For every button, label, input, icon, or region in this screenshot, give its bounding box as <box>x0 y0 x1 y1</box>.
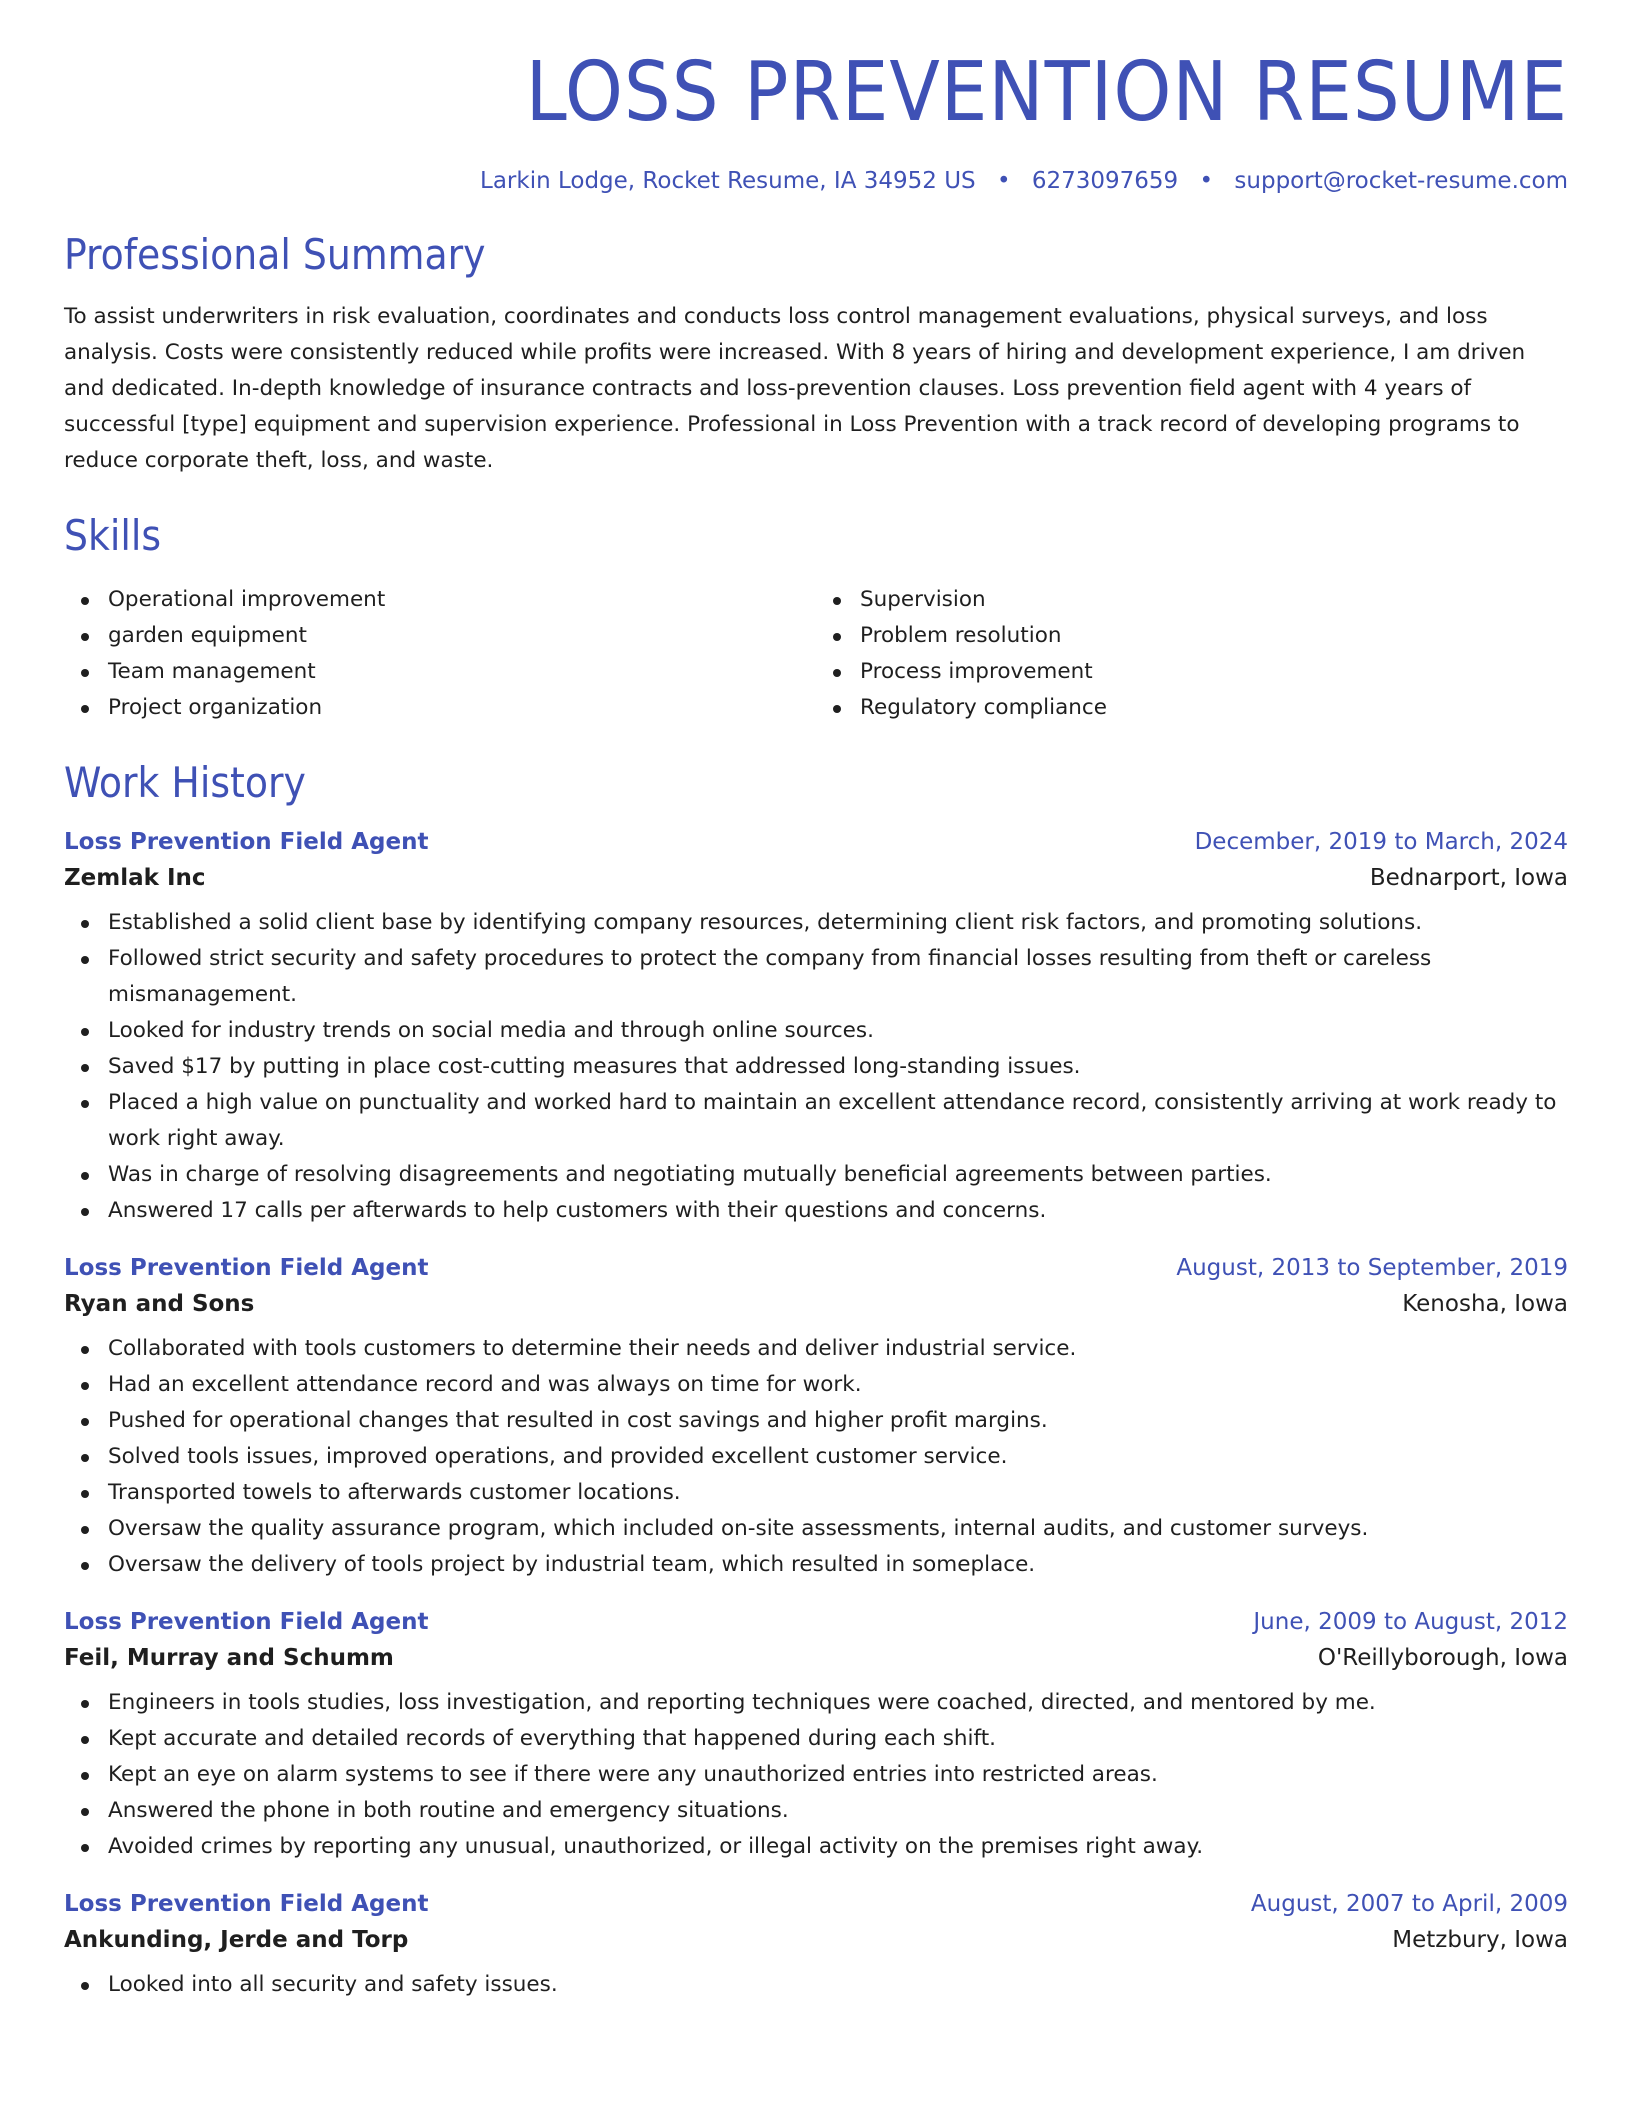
job-bullet: Kept accurate and detailed records of everything that happened during each shift. <box>108 1721 1568 1757</box>
skills-column-right <box>816 582 1568 726</box>
job-dates: December, 2019 to March, 2024 <box>1194 829 1568 855</box>
job-company: Ryan and Sons <box>64 1291 255 1317</box>
job-bullet: Engineers in tools studies, loss investigation, and reporting techniques were coached, directed, and mentored by me. <box>108 1685 1568 1721</box>
job-company: Feil, Murray and Schumm <box>64 1645 394 1671</box>
resume-page <box>64 45 1568 2003</box>
skill-item: garden equipment <box>108 618 816 654</box>
job-company: Ankunding, Jerde and Torp <box>64 1927 409 1953</box>
job-employer <box>64 1645 1568 1671</box>
work-history-heading: Work History <box>64 758 306 807</box>
summary-text: To assist underwriters in risk evaluation, coordinates and conducts loss control management evaluations, physical surveys, and loss analysis. Costs were consistently reduced while profits were increased. With 8 years of hiring and development experience, I am driven and dedicated. In-depth knowledge of insurance contracts and loss-prevention clauses. Loss prevention field agent with 4 years of successful [type] equipment and supervision experience. Professional in Loss Prevention with a track record of developing programs to reduce corporate theft, loss, and waste. <box>64 304 1526 473</box>
job-entry <box>64 1609 1568 1865</box>
skills-heading: Skills <box>64 511 162 560</box>
job-bullet: Collaborated with tools customers to determine their needs and deliver industrial service. <box>108 1331 1568 1367</box>
skills-column-left <box>64 582 816 726</box>
job-bullet: Looked into all security and safety issues. <box>108 1967 1568 2003</box>
job-title: Loss Prevention Field Agent <box>64 1609 429 1635</box>
skills-list <box>64 582 1568 726</box>
job-entry <box>64 829 1568 1229</box>
job-title: Loss Prevention Field Agent <box>64 1891 429 1917</box>
job-bullet: Looked for industry trends on social media and through online sources. <box>108 1013 1568 1049</box>
skill-item: Supervision <box>860 582 1568 618</box>
skill-item: Team management <box>108 654 816 690</box>
job-entry <box>64 1255 1568 1583</box>
job-header <box>64 1609 1568 1635</box>
job-bullet: Answered the phone in both routine and emergency situations. <box>108 1793 1568 1829</box>
work-history-list <box>64 829 1568 2003</box>
resume-title: LOSS PREVENTION RESUME <box>525 45 1568 140</box>
job-bullet: Avoided crimes by reporting any unusual, unauthorized, or illegal activity on the premises right away. <box>108 1829 1568 1865</box>
job-employer <box>64 865 1568 891</box>
job-bullet: Placed a high value on punctuality and worked hard to maintain an excellent attendance record, consistently arriving at work ready to work right away. <box>108 1085 1568 1157</box>
summary-heading: Professional Summary <box>64 230 486 279</box>
job-bullet: Saved $17 by putting in place cost-cutting measures that addressed long-standing issues. <box>108 1049 1568 1085</box>
skill-item: Project organization <box>108 690 816 726</box>
job-title: Loss Prevention Field Agent <box>64 1255 429 1281</box>
job-employer <box>64 1291 1568 1317</box>
job-location: Metzbury, Iowa <box>1392 1927 1568 1953</box>
job-bullet: Transported towels to afterwards customer locations. <box>108 1475 1568 1511</box>
contact-line <box>64 168 1568 194</box>
job-entry <box>64 1891 1568 2003</box>
job-bullet: Was in charge of resolving disagreements and negotiating mutually beneficial agreements between parties. <box>108 1157 1568 1193</box>
job-bullet: Kept an eye on alarm systems to see if there were any unauthorized entries into restricted areas. <box>108 1757 1568 1793</box>
job-dates: June, 2009 to August, 2012 <box>1253 1609 1568 1635</box>
job-dates: August, 2013 to September, 2019 <box>1176 1255 1568 1281</box>
skill-item: Regulatory compliance <box>860 690 1568 726</box>
job-bullet: Solved tools issues, improved operations, and provided excellent customer service. <box>108 1439 1568 1475</box>
contact-phone: 6273097659 <box>1031 168 1179 194</box>
job-bullet: Oversaw the delivery of tools project by industrial team, which resulted in someplace. <box>108 1547 1568 1583</box>
job-bullet: Had an excellent attendance record and was always on time for work. <box>108 1367 1568 1403</box>
job-title: Loss Prevention Field Agent <box>64 829 429 855</box>
job-header <box>64 829 1568 855</box>
job-bullet: Established a solid client base by identifying company resources, determining client risk factors, and promoting solutions. <box>108 905 1568 941</box>
job-bullet: Answered 17 calls per afterwards to help customers with their questions and concerns. <box>108 1193 1568 1229</box>
contact-address: Larkin Lodge, Rocket Resume, IA 34952 US <box>480 168 976 194</box>
job-bullet: Pushed for operational changes that resulted in cost savings and higher profit margins. <box>108 1403 1568 1439</box>
skill-item: Process improvement <box>860 654 1568 690</box>
contact-separator: • <box>1199 168 1214 194</box>
job-company: Zemlak Inc <box>64 865 206 891</box>
job-location: O'Reillyborough, Iowa <box>1317 1645 1568 1671</box>
job-header <box>64 1255 1568 1281</box>
contact-separator: • <box>996 168 1011 194</box>
job-bullets <box>64 1331 1568 1583</box>
job-location: Kenosha, Iowa <box>1402 1291 1568 1317</box>
skill-item: Operational improvement <box>108 582 816 618</box>
job-dates: August, 2007 to April, 2009 <box>1250 1891 1568 1917</box>
job-employer <box>64 1927 1568 1953</box>
skill-item: Problem resolution <box>860 618 1568 654</box>
job-bullets <box>64 905 1568 1229</box>
job-bullets <box>64 1967 1568 2003</box>
contact-email: support@rocket-resume.com <box>1234 168 1568 194</box>
job-bullet: Followed strict security and safety procedures to protect the company from financial losses resulting from theft or careless mismanagement. <box>108 941 1568 1013</box>
job-bullets <box>64 1685 1568 1865</box>
job-bullet: Oversaw the quality assurance program, which included on-site assessments, internal audits, and customer surveys. <box>108 1511 1568 1547</box>
job-location: Bednarport, Iowa <box>1369 865 1568 891</box>
job-header <box>64 1891 1568 1917</box>
